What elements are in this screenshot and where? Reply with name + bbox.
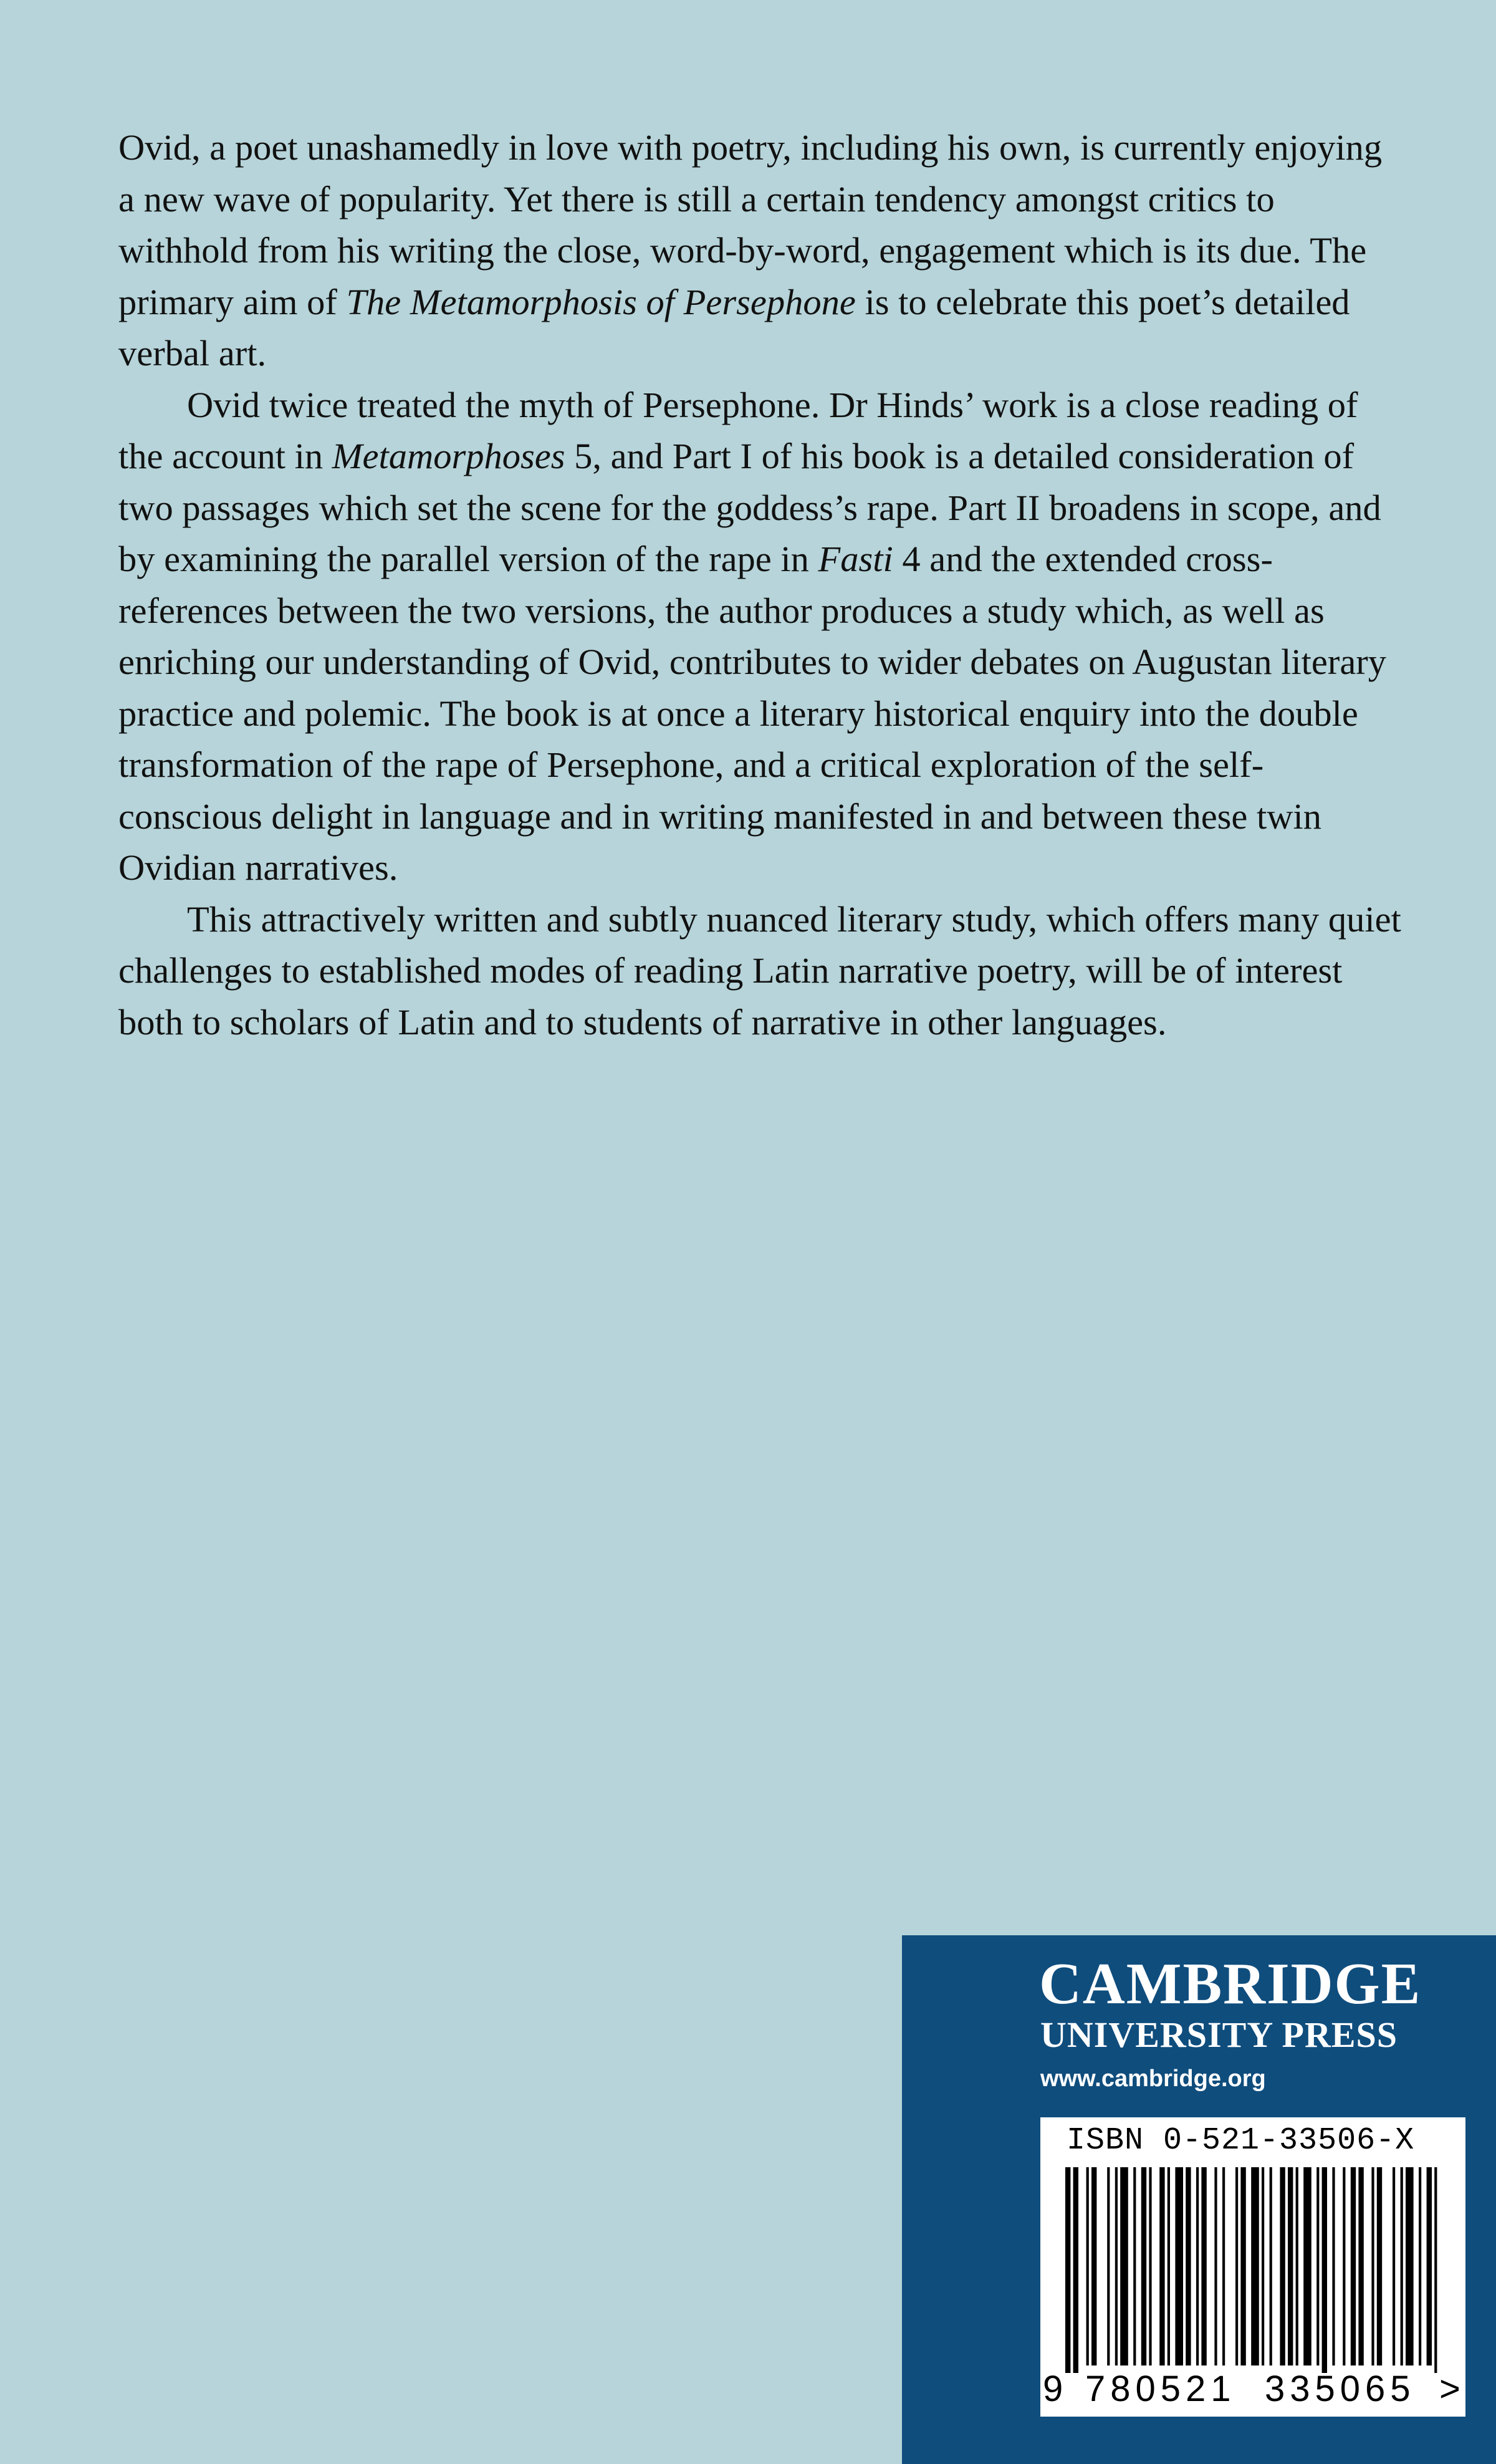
barcode-bar (1120, 2167, 1128, 2365)
barcode-bar (1091, 2167, 1096, 2365)
barcode-bar (1133, 2167, 1136, 2365)
barcode-bar (1115, 2167, 1118, 2365)
barcode-bar (1235, 2167, 1238, 2365)
barcode-group-1: 780521 (1085, 2369, 1236, 2409)
publisher-url: www.cambridge.org (1040, 2066, 1266, 2092)
barcode-bar (1240, 2167, 1245, 2365)
publisher-subtitle: UNIVERSITY PRESS (1040, 2014, 1398, 2055)
barcode-bar (1262, 2167, 1264, 2365)
barcode-trail-mark: > (1439, 2369, 1460, 2409)
barcode-bar (1159, 2167, 1164, 2365)
barcode-bar (1401, 2167, 1403, 2365)
barcode-bar (1141, 2167, 1146, 2365)
barcode-bar (1406, 2167, 1414, 2365)
barcode-bar (1296, 2167, 1298, 2365)
barcode-bar (1175, 2167, 1183, 2365)
work-title-metamorphoses: Metamorphoses (332, 436, 565, 476)
barcode-lead-digit: 9 (1043, 2369, 1063, 2409)
barcode-bars-icon (1062, 2167, 1444, 2373)
isbn-number: ISBN 0-521-33506-X (1067, 2123, 1415, 2158)
barcode-bar (1377, 2167, 1382, 2365)
barcode-bar (1073, 2167, 1078, 2373)
blurb-paragraph-1: Ovid, a poet unashamedly in love with poetry, including his own, is currently enjoying a new wave of popularity. Yet there is still a certain tendency amongst critics to withhold from his writing the close, word-by-word, engagement which is its due. The primary aim of The Metamorphosis of Persephone is to celebrate this poet’s detailed verbal art. (118, 127, 1383, 373)
barcode-bar (1196, 2167, 1199, 2365)
barcode-bar (1393, 2167, 1395, 2365)
publisher-panel (902, 1935, 1496, 2464)
barcode-bar (1280, 2167, 1285, 2365)
barcode-bar (1214, 2167, 1217, 2365)
barcode-bar (1316, 2167, 1319, 2365)
barcode-bar (1322, 2167, 1327, 2373)
barcode-bar (1201, 2167, 1206, 2365)
barcode-bar (1222, 2167, 1225, 2365)
barcode-bar (1168, 2167, 1170, 2365)
back-cover-blurb (118, 122, 1402, 1048)
barcode-bar (1186, 2167, 1191, 2365)
barcode-bar (1351, 2167, 1356, 2365)
isbn-barcode (1040, 2117, 1465, 2417)
barcode-bar (1251, 2167, 1259, 2365)
barcode-bar (1065, 2167, 1070, 2373)
barcode-bar (1358, 2167, 1363, 2365)
blurb-paragraph-2: Ovid twice treated the myth of Persephone. Dr Hinds’ work is a close reading of the account in Metamorphoses 5, and Part I of his book is a detailed consideration of two passages which set the scene for the goddess’s rape. Part II broadens in scope, and by examining the parallel version of the rape in Fasti 4 and the extended cross-references between the two versions, the author produces a study which, as well as enriching our understanding of Ovid, contributes to wider debates on Augustan literary practice and polemic. The book is at once a literary historical enquiry into the double transformation of the rape of Persephone, and a critical exploration of the self-conscious delight in language and in writing manifested in and between these twin Ovidian narratives. (118, 384, 1387, 888)
barcode-bar (1343, 2167, 1345, 2365)
barcode-bar (1419, 2167, 1421, 2365)
book-title: The Metamorphosis of Persephone (346, 281, 856, 322)
barcode-bar (1434, 2167, 1437, 2373)
barcode-bar (1270, 2167, 1272, 2365)
barcode-bar (1107, 2167, 1110, 2365)
publisher-name: CAMBRIDGE (1039, 1951, 1422, 2016)
barcode-bar (1427, 2167, 1432, 2365)
barcode-bar (1303, 2167, 1311, 2365)
barcode-bar (1086, 2167, 1089, 2365)
barcode-bar (1332, 2167, 1335, 2365)
blurb-paragraph-3: This attractively written and subtly nuanced literary study, which offers many quiet challenges to established modes of reading Latin narrative poetry, will be of interest both to scholars of Latin and to students of narrative in other languages. (118, 898, 1401, 1042)
barcode-bar (1288, 2167, 1293, 2365)
barcode-bar (1149, 2167, 1151, 2365)
work-title-fasti: Fasti (818, 539, 893, 579)
barcode-group-2: 335065 (1265, 2369, 1416, 2409)
barcode-bar (1371, 2167, 1374, 2365)
